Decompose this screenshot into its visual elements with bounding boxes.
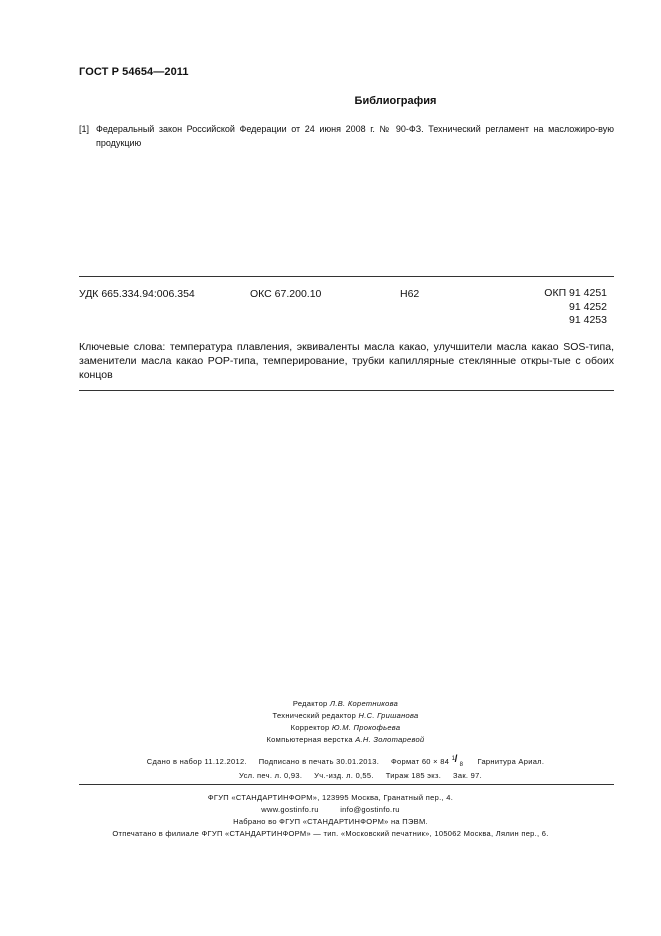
okp-code: 91 4252 <box>569 300 607 313</box>
sheets-line <box>0 770 661 782</box>
corrector-line <box>0 722 661 734</box>
oks-code: ОКС 67.200.10 <box>250 288 322 300</box>
publisher-address: ФГУП «СТАНДАРТИНФОРМ», 123995 Москва, Гранатный пер., 4. <box>207 793 454 802</box>
corrector-label: Корректор <box>290 723 330 732</box>
print-run: Тираж 185 экз. <box>385 771 442 780</box>
font-info: Гарнитура Ариал. <box>477 757 545 766</box>
tech-editor-name: Н.С. Гришанова <box>358 711 419 720</box>
pub-sheets: Уч.-изд. л. 0,55. <box>314 771 374 780</box>
bibliography-item <box>79 122 614 150</box>
fraction-denominator: 8 <box>459 762 464 768</box>
publisher-website: www.gostinfo.ru <box>261 805 319 814</box>
tech-editor-line <box>0 710 661 722</box>
fraction-numerator: 1 <box>451 756 456 762</box>
udk-code: УДК 665.334.94:006.354 <box>79 288 195 300</box>
format-fraction: 1 / 8 <box>452 756 466 766</box>
sheets: Усл. печ. л. 0,93. <box>239 771 303 780</box>
okp-code: ОКП 91 4251 <box>544 287 607 299</box>
bibliography-item-text: Федеральный закон Российской Федерации от 24 июня 2008 г. № 90-ФЗ. Технический регламент на масложиро-вую продукцию <box>96 124 614 148</box>
classification-code: Н62 <box>400 288 420 300</box>
format: Формат 60 × 84 <box>391 757 450 766</box>
publisher-contacts <box>0 804 661 816</box>
layout-label: Компьютерная верстка <box>266 735 353 744</box>
layout-name: А.Н. Золотаревой <box>355 735 425 744</box>
layout-line <box>0 734 661 746</box>
order-number: Зак. 97. <box>453 771 482 780</box>
editor-label: Редактор <box>292 699 328 708</box>
typesetting-note: Набрано во ФГУП «СТАНДАРТИНФОРМ» на ПЭВМ. <box>233 817 428 826</box>
okp-code: 91 4253 <box>569 314 607 326</box>
printing-note: Отпечатано в филиале ФГУП «СТАНДАРТИНФОРМ» — тип. «Московский печатник», 105062 Москва, Лялин пер., 6. <box>112 829 549 838</box>
corrector-name: Ю.М. Прокофьева <box>331 723 401 732</box>
bibliography-title: Библиография <box>354 95 437 107</box>
print-details-line <box>0 756 661 768</box>
bibliography-item-number: [1] <box>79 124 90 134</box>
typeset-date: Сдано в набор 11.12.2012. <box>146 757 247 766</box>
editor-name: Л.В. Коретникова <box>329 699 399 708</box>
tech-editor-label: Технический редактор <box>272 711 357 720</box>
bottom-divider <box>79 390 614 391</box>
footer-divider <box>79 784 614 785</box>
document-header: ГОСТ Р 54654—2011 <box>79 66 189 78</box>
publisher-email: info@gostinfo.ru <box>340 805 400 814</box>
signed-date: Подписано в печать 30.01.2013. <box>258 757 380 766</box>
keywords: Ключевые слова: температура плавления, эквиваленты масла какао, улучшители масла какао SOS-типа, заменители масла какао POP-типа, темперирование, трубки капиллярные стеклянные откры-тые с обоих концов <box>79 341 614 381</box>
okp-codes <box>520 287 607 328</box>
top-divider <box>79 276 614 277</box>
editor-line <box>0 698 661 710</box>
